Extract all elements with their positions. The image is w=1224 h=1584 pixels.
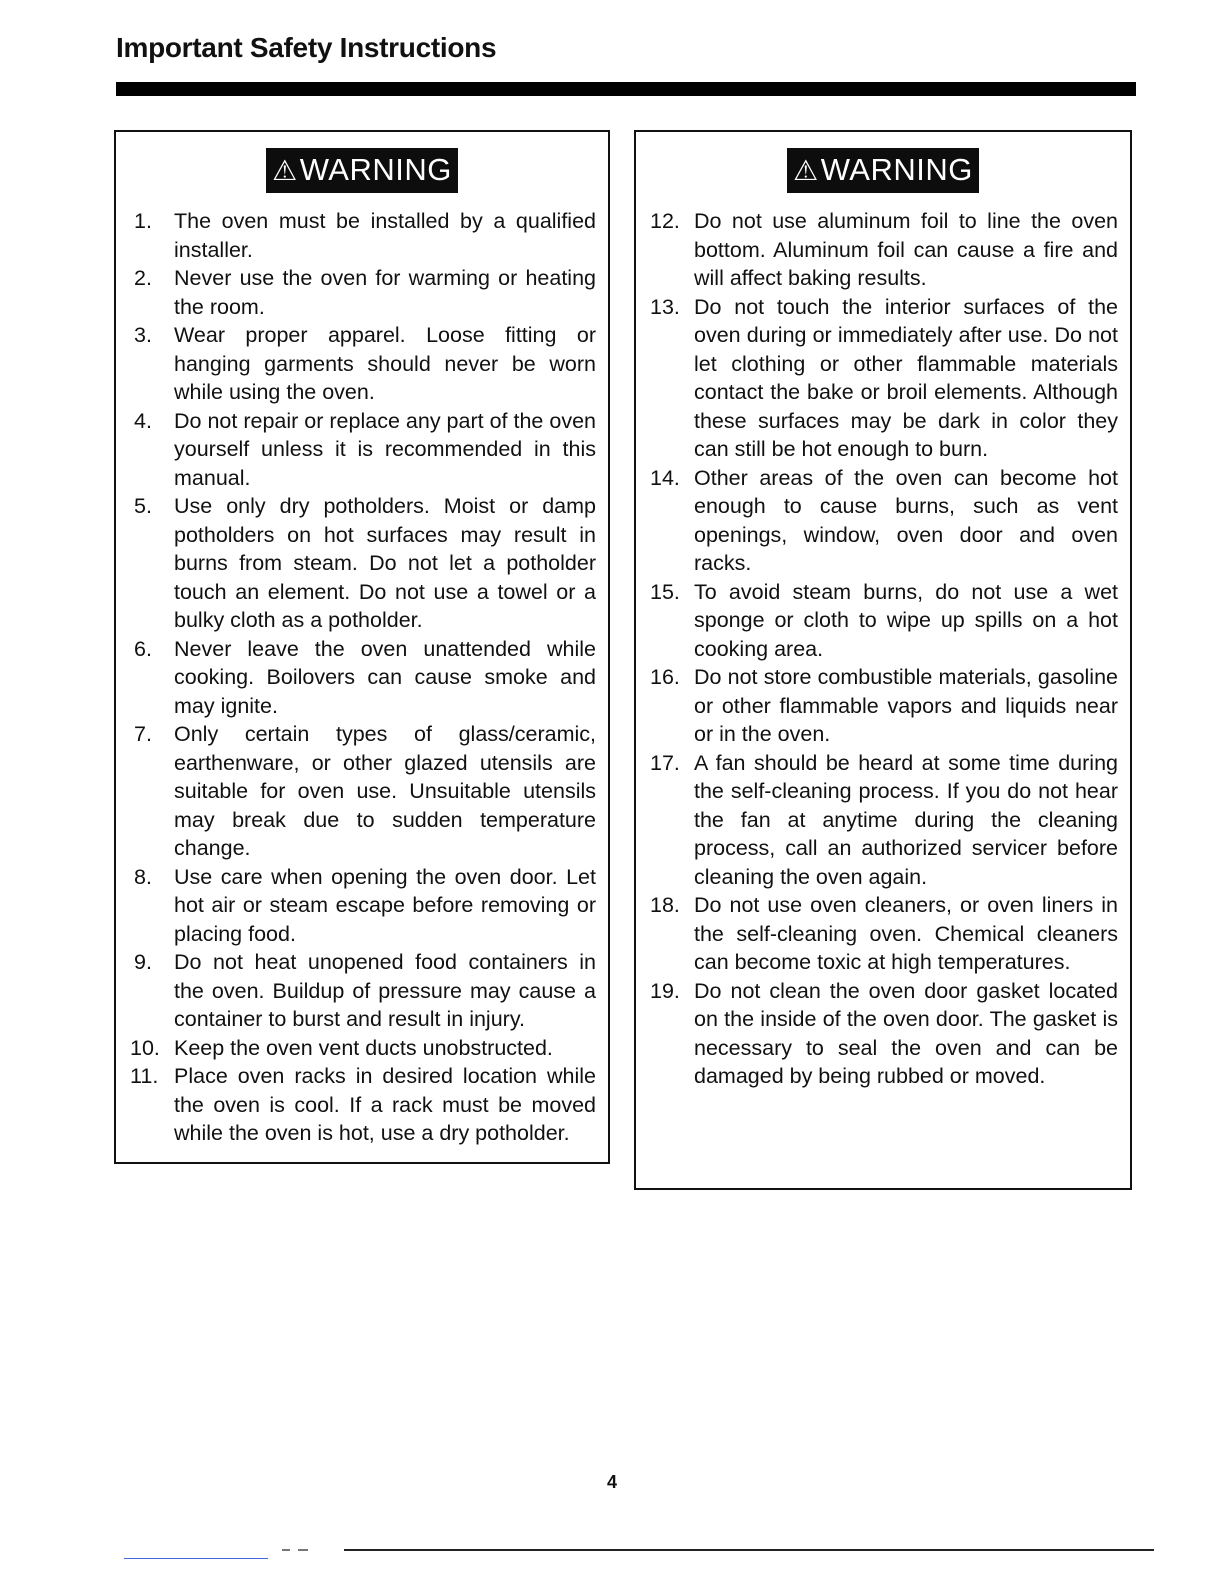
item-text: Wear proper apparel. Loose fitting or hanging garments should never be worn while using the oven. [174, 323, 596, 404]
warning-triangle-icon: ⚠ [272, 155, 298, 186]
item-number: 13. [650, 294, 680, 319]
item-number: 15. [650, 579, 680, 604]
list-item [636, 749, 1118, 892]
item-number: 9. [134, 950, 152, 974]
item-number: 7. [134, 722, 152, 746]
item-number: 5. [134, 494, 152, 518]
list-item [636, 977, 1118, 1091]
item-text: Do not touch the interior surfaces of the oven during or immediately after use. Do not let clothing or other flammable materials contact the bake or broil elements. Although these surfaces may be dark in color they can still be hot enough to burn. [694, 294, 1118, 461]
list-item [636, 293, 1118, 464]
item-text: The oven must be installed by a qualified installer. [174, 209, 596, 262]
list-item [636, 663, 1118, 749]
page-number: 4 [606, 1472, 617, 1492]
list-item [116, 207, 596, 264]
item-number: 11. [130, 1064, 159, 1088]
item-text: Do not use aluminum foil to line the oven bottom. Aluminum foil can cause a fire and will affect baking results. [694, 209, 1118, 290]
list-item [116, 635, 596, 721]
warning-label: WARNING [299, 152, 452, 187]
list-item [636, 578, 1118, 664]
item-text: Do not use oven cleaners, or oven liners in the self-cleaning oven. Chemical cleaners can become toxic at high temperatures. [694, 893, 1118, 974]
item-number: 16. [650, 665, 680, 689]
item-text: Do not store combustible materials, gasoline or other flammable vapors and liquids near or in the oven. [694, 665, 1118, 746]
list-item [636, 207, 1118, 293]
item-text: Use only dry potholders. Moist or damp potholders on hot surfaces may result in burns from steam. Do not let a potholder touch an element. Do not use a towel or a bulky cloth as a potholder. [174, 494, 596, 632]
page-title: Important Safety Instructions [116, 32, 497, 63]
item-number: 14. [650, 465, 680, 490]
warning-panel-right [634, 130, 1132, 1190]
list-item [116, 492, 596, 635]
footer-rule [298, 1549, 308, 1551]
list-item [116, 863, 596, 949]
warning-label: WARNING [820, 152, 973, 187]
item-number: 10. [130, 1035, 160, 1060]
item-text: Do not repair or replace any part of the oven yourself unless it is recommended in this manual. [174, 408, 596, 490]
item-number: 19. [650, 978, 680, 1003]
item-text: A fan should be heard at some time during the self-cleaning process. If you do not hear the fan at anytime during the cleaning process, call an authorized servicer before cleaning the oven again. [694, 750, 1118, 889]
instruction-list [636, 207, 1130, 1091]
title-rule [116, 82, 1136, 96]
instruction-list [116, 207, 608, 1148]
item-text: To avoid steam burns, do not use a wet sponge or cloth to wipe up spills on a hot cooking area. [694, 579, 1118, 661]
warning-panel-left [114, 130, 610, 1164]
warning-badge [787, 148, 979, 193]
item-text: Use care when opening the oven door. Let hot air or steam escape before removing or placing food. [174, 864, 596, 946]
list-item [116, 407, 596, 493]
warning-triangle-icon: ⚠ [793, 155, 819, 186]
list-item [116, 1034, 596, 1063]
item-text: Other areas of the oven can become hot enough to cause burns, such as vent openings, window, oven door and oven racks. [694, 465, 1118, 575]
list-item [636, 464, 1118, 578]
list-item [116, 948, 596, 1034]
item-number: 4. [134, 408, 152, 433]
item-text: Never use the oven for warming or heating the room. [174, 266, 596, 319]
item-number: 1. [134, 209, 152, 233]
footer-rule [282, 1549, 290, 1551]
footer-link-underline [124, 1558, 268, 1559]
item-text: Place oven racks in desired location while the oven is cool. If a rack must be moved while the oven is hot, use a dry potholder. [174, 1064, 596, 1145]
item-text: Never leave the oven unattended while cooking. Boilovers can cause smoke and may ignite. [174, 636, 596, 718]
item-text: Do not clean the oven door gasket located on the inside of the oven door. The gasket is necessary to seal the oven and can be damaged by being rubbed or moved. [694, 978, 1118, 1088]
item-number: 6. [134, 636, 152, 661]
list-item [116, 264, 596, 321]
warning-badge [266, 148, 458, 193]
list-item [116, 1062, 596, 1148]
list-item [116, 321, 596, 407]
list-item [116, 720, 596, 863]
item-number: 17. [650, 750, 680, 775]
item-text: Only certain types of glass/ceramic, earthenware, or other glazed utensils are suitable for oven use. Unsuitable utensils may break due to sudden temperature change. [174, 722, 596, 860]
list-item [636, 891, 1118, 977]
item-number: 2. [134, 266, 152, 290]
item-text: Do not heat unopened food containers in the oven. Buildup of pressure may cause a container to burst and result in injury. [174, 950, 596, 1031]
footer-rule [344, 1549, 1154, 1551]
item-number: 12. [650, 209, 680, 233]
item-number: 8. [134, 864, 152, 889]
item-text: Keep the oven vent ducts unobstructed. [174, 1035, 553, 1060]
item-number: 3. [134, 323, 152, 347]
item-number: 18. [650, 893, 680, 917]
